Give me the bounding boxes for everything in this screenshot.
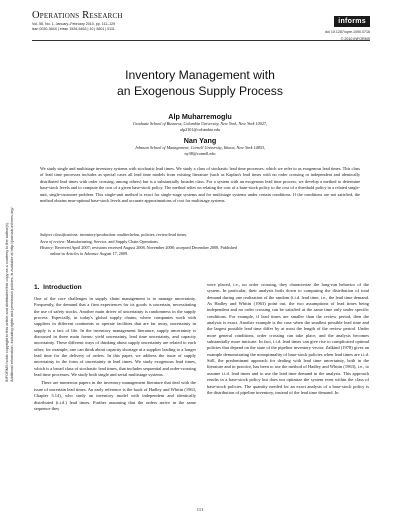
title-line-1: Inventory Management with	[125, 68, 275, 82]
author-block-1	[30, 112, 370, 132]
section-title: Introduction	[43, 284, 82, 291]
history-pre: online in	[50, 251, 65, 257]
history-italic: Articles in Advance	[65, 251, 99, 257]
left-column	[34, 282, 196, 412]
author-email: alp2101@columbia.edu	[179, 126, 221, 132]
author-block-2	[30, 136, 370, 156]
author-affiliation: Graduate School of Business, Columbia University, New York, New York 10027,	[132, 121, 268, 126]
history-text: Received April 2007; revisions received August 2008, November 2008; accepted December 2008. Published	[55, 245, 237, 250]
history-post: August 17, 2009.	[99, 251, 129, 257]
informs-logo: informs	[334, 16, 370, 27]
issn-line: issn 0030-364X | eissn 1526-5463 | 10 | 5801 | 0111	[32, 27, 115, 31]
area-text: Manufacturing, Service, and Supply Chain Operations.	[66, 238, 159, 244]
paragraph: were placed, i.e., no order crossing, they characterize the long-run behavior of the system. In particular, their analysis boils down to computing the distribution of total demand during one realization of the random (i.i.d. lead time, i.e., the lead time demand. As Hadley and Whitin (1963) point out, the two assumptions of lead times being independent and no order crossing can be satisfied at the same time only under specific conditions. For example, if lead times are smaller than the review period, then the analysis is exact. Another example is the case when the smallest possible lead time and the largest possible lead time differ by at most the length of the review period. Under more general conditions, order crossing can take place, and the analysis becomes substantially more intricate. In fact, i.i.d. lead times can give rise to complicated optimal policies that depend on the state of the pipeline inventory vector. Zalkind (1978) gives an example demonstrating the nonoptimality of base-stock policies when lead times are i.i.d. Still, the predominant approach for dealing with lead time uncertainty, both in the literature and in practice, has been to use the method of Hadley and Whitin (1963), i.e., to assume i.i.d. lead times and to use the lead time demand in the analysis. This approach results in a base-stock policy but does not optimize the system even within the class of base-stock policies. The quantity needed for an exact analysis of a base-stock policy is the distribution of pipeline inventory, instead of the lead time demand. In	[207, 282, 369, 395]
side-notice-line1: INFORMS holds copyright to this article and distributed this copy as a courtesy to the author(s).	[5, 222, 9, 382]
header-rule	[32, 40, 370, 41]
page-number: 111	[196, 507, 204, 512]
subject-classifications	[40, 232, 360, 238]
copyright-line: © 2010 INFORMS	[340, 37, 370, 41]
paragraph: There are numerous papers in the inventory management literature that deal with the issue of uncertain lead times. An early reference is the book of Hadley and Whitin (1963, Chapter 5.14), who study an inventory model with independent and identically distributed (i.i.d.) lead times. Further assuming that the orders arrive in the same sequence they	[34, 380, 196, 411]
volume-line: Vol. 58, No. 1, January–February 2010, pp. 111–129	[32, 22, 116, 26]
history-label: History:	[40, 245, 54, 250]
history	[40, 245, 360, 258]
author-affiliation: Johnson School of Management, Cornell University, Ithaca, New York 14853,	[134, 145, 266, 150]
publisher-block	[260, 10, 370, 42]
subject-text: inventory/production: multiechelon, policies, review/lead times.	[79, 232, 188, 237]
journal-title: Operations Research	[32, 10, 123, 21]
journal-header	[32, 10, 232, 32]
area-of-review	[40, 239, 360, 245]
author-email: ny38@cornell.edu	[184, 150, 216, 156]
history-continuation	[40, 251, 360, 257]
subject-label: Subject classifications:	[40, 232, 79, 237]
article-title	[30, 68, 370, 99]
doi-line: doi 10.1287/opre.1090.0716	[325, 30, 370, 34]
area-label: Area of review:	[40, 238, 66, 244]
right-column	[207, 282, 369, 396]
section-heading	[34, 283, 196, 292]
side-notice-line2: Additional information, including rights and permission policies, is available at http://journals.informs.org/.	[10, 206, 14, 382]
author-name: Alp Muharremoglu	[168, 112, 232, 121]
section-number: 1.	[34, 284, 40, 291]
title-line-2: an Exogenous Supply Process	[117, 83, 283, 98]
paragraph: One of the core challenges in supply chain management is to manage uncertainty. Frequently, the demand that a firm experiences for its goods is uncertain, necessitating the use of safety stocks. Another main driver of uncertainty is randomness in the supply process. Especially, in today's global supply chains, where companies work with suppliers in different continents or operate facilities that are far away, uncertainty in supply is a fact of life. In the inventory management literature, supply uncertainty is discussed in three main forms: yield uncertainty, lead time uncertainty, and capacity uncertainty. These different ways of thinking about supply uncertainty are related to each other; for example, one can think about capacity shortage at a supplier leading to a longer lead time for the delivery of orders. In this paper, we address the issue of supply uncertainty in the form of uncertainty in lead times. We study exogenous lead times, which is a broad class of stochastic lead times, that includes sequential and order-crossing lead time processes. We study both single and serial multistage systems.	[34, 296, 196, 378]
abstract: We study single and multistage inventory systems with stochastic lead times. We study a class of stochastic lead time processes, which we refer to as exogenous lead times. This class of lead time processes includes as special cases all lead time models from existing literature (such as Kaplan's lead times with no order crossing or independent and identically distributed lead times with order crossing, among others) but is a substantially broader class. For a system with an exogenous lead time process, we develop a method to determine base-stock levels and to compute the cost of a given base-stock policy. The method relies on relating the cost of a base-stock policy to the cost of a threshold policy in a related single-unit, single-customer problem. This single-unit method is exact for single-stage systems and for multistage systems under certain conditions. If the conditions are not satisfied, the method obtains near-optimal base-stock levels and accurate approximations of cost for multistage systems.	[40, 166, 360, 204]
author-name: Nan Yang	[183, 136, 217, 145]
